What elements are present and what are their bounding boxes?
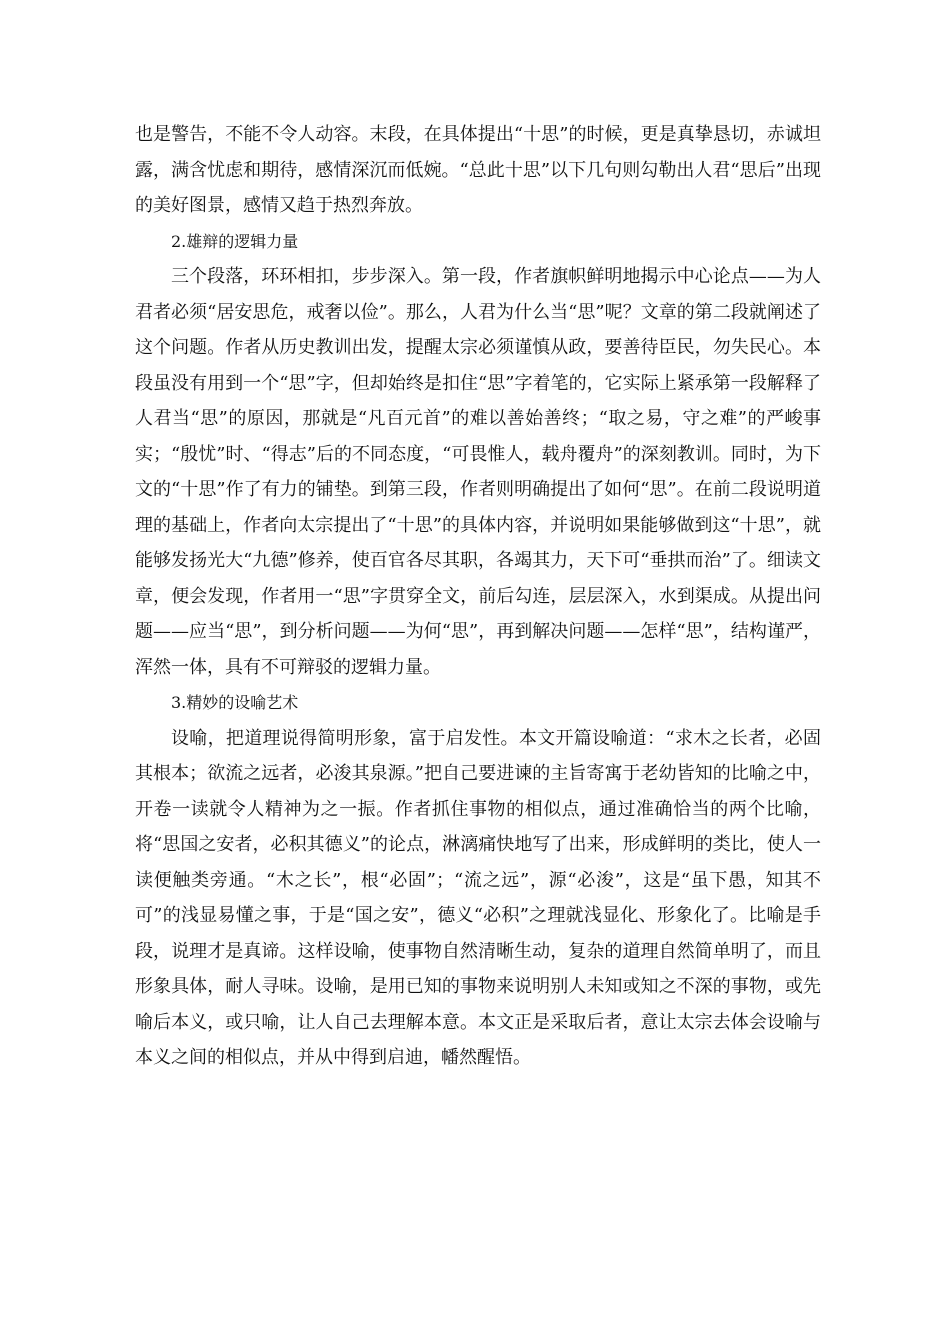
section-heading-logic: 2.雄辩的逻辑力量 [171,231,299,251]
document-body [135,117,821,1076]
paragraph-intro-continuation: 也是警告，不能不令人动容。末段，在具体提出“十思”的时候，更是真挚恳切，赤诚坦露，满含忧虑和期待，感情深沉而低婉。“总此十思”以下几句则勾勒出人君“思后”出现的美好图景，感情又趋于热烈奔放。 [135,124,821,216]
paragraph-logic: 三个段落，环环相扣，步步深入。第一段，作者旗帜鲜明地揭示中心论点——为人君者必须“居安思危，戒奢以俭”。那么，人君为什么当“思”呢？文章的第二段就阐述了这个问题。作者从历史教训出发，提醒太宗必须谨慎从政，要善待臣民，勿失民心。本段虽没有用到一个“思”字，但却始终是扣住“思”字着笔的，它实际上紧承第一段解释了人君当“思”的原因，那就是“凡百元首”的难以善始善终；“取之易，守之难”的严峻事实；“殷忧”时、“得志”后的不同态度，“可畏惟人，载舟覆舟”的深刻教训。同时，为下文的“十思”作了有力的铺垫。到第三段，作者则明确提出了如何“思”。在前二段说明道理的基础上，作者向太宗提出了“十思”的具体内容，并说明如果能够做到这“十思”，就能够发扬光大“九德”修养，使百官各尽其职，各竭其力，天下可“垂拱而治”了。细读文章，便会发现，作者用一“思”字贯穿全文，前后勾连，层层深入，水到渠成。从提出问题——应当“思”，到分析问题——为何“思”，再到解决问题——怎样“思”，结构谨严，浑然一体，具有不可辩驳的逻辑力量。 [135,266,821,678]
section-heading-metaphor: 3.精妙的设喻艺术 [171,693,299,712]
paragraph-metaphor: 设喻，把道理说得简明形象，富于启发性。本文开篇设喻道：“求木之长者，必固其根本；欲流之远者，必浚其泉源。”把自己要进谏的主旨寄寓于老幼皆知的比喻之中，开卷一读就令人精神为之一振。作者抓住事物的相似点，通过准确恰当的两个比喻，将“思国之安者，必积其德义”的论点，淋漓痛快地写了出来，形成鲜明的类比，使人一读便触类旁通。“木之长”，根“必固”；“流之远”，源“必浚”，这是“虽下愚，知其不可”的浅显易懂之事，于是“国之安”，德义“必积”之理就浅显化、形象化了。比喻是手段，说理才是真谛。这样设喻，使事物自然清晰生动，复杂的道理自然简单明了，而且形象具体，耐人寻味。设喻，是用已知的事物来说明别人未知或知之不深的事物，或先喻后本义，或只喻，让人自己去理解本意。本文正是采取后者，意让太宗去体会设喻与本义之间的相似点，并从中得到启迪，幡然醒悟。 [135,727,821,1068]
